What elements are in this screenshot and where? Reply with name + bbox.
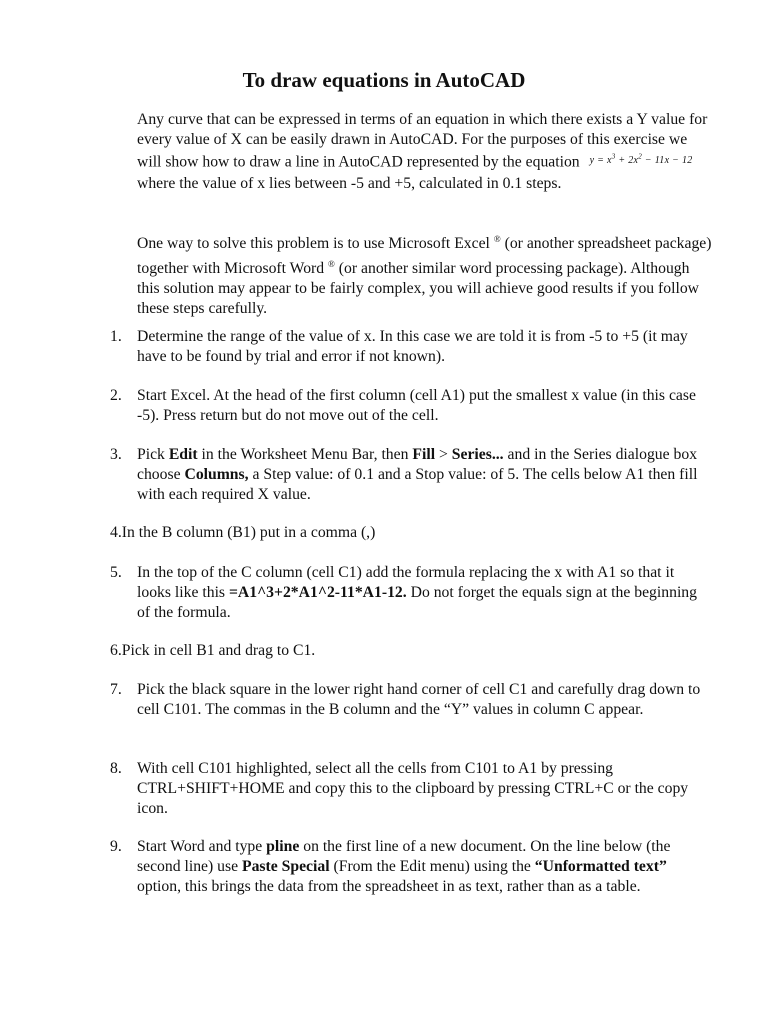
intro-text-before-equation: Any curve that can be expressed in terms of an equation in which there exists a Y value for every value of X can be easily drawn in AutoCAD. For the purposes of this exercise we will show how to draw a line in AutoCAD represented by the equation bbox=[137, 111, 708, 171]
registered-mark: ® bbox=[493, 234, 501, 244]
page-title: To draw equations in AutoCAD bbox=[242, 68, 526, 92]
intro-text-after-equation: where the value of x lies between -5 and +5, calculated in 0.1 steps. bbox=[137, 175, 562, 193]
excel-formula: =A1^3+2*A1^2-11*A1-12. bbox=[228, 584, 407, 601]
step-9: 9. Start Word and type pline on the first line of a new document. On the line below (the second line) use Paste Special (From the Edit menu) using the “Unformatted text” option, this brings the data from the spreadsheet in as text, rather than as a table. bbox=[110, 838, 671, 895]
step-6: 6.Pick in cell B1 and drag to C1. bbox=[110, 642, 316, 659]
intro-paragraph bbox=[137, 110, 712, 194]
step-2: 2. Start Excel. At the head of the first column (cell A1) put the smallest x value (in this case -5). Press return but do not move out of the cell. bbox=[110, 387, 696, 424]
step-8: 8. With cell C101 highlighted, select all the cells from C101 to A1 by pressing CTRL+SHIFT+HOME and copy this to the clipboard by pressing CTRL+C or the copy icon. bbox=[110, 760, 689, 817]
step-3: 3. Pick Edit in the Worksheet Menu Bar, then Fill > Series... and in the Series dialogue box choose Columns, a Step value: of 0.1 and a Stop value: of 5. The cells below A1 then fill with each required X value. bbox=[110, 446, 698, 503]
equation: $y = x^3 + 2x^2 - 11x - 12$ bbox=[589, 153, 693, 167]
registered-mark: ® bbox=[328, 259, 335, 270]
step-5: 5. In the top of the C column (cell C1) add the formula replacing the x with A1 so that it looks like this =A1^3+2*A1^2-11*A1-12. Do not forget the equals sign at the beginning of the formula. bbox=[110, 564, 697, 621]
step-4: 4.In the B column (B1) put in a comma (,) bbox=[110, 524, 376, 541]
step-7: 7. Pick the black square in the lower right hand corner of cell C1 and carefully drag down to cell C101. The commas in the B column and the “Y” values in column C appear. bbox=[110, 681, 701, 718]
method-paragraph: One way to solve this problem is to use Microsoft Excel ® (or another spreadsheet package) together with Microsoft Word ® (or another similar word processing package). Although this solution may appear to be fairly complex, you will achieve good results if you follow these steps carefully. bbox=[137, 234, 712, 318]
step-1: 1. Determine the range of the value of x. In this case we are told it is from -5 to +5 (it may have to be found by trial and error if not known). bbox=[110, 328, 688, 365]
